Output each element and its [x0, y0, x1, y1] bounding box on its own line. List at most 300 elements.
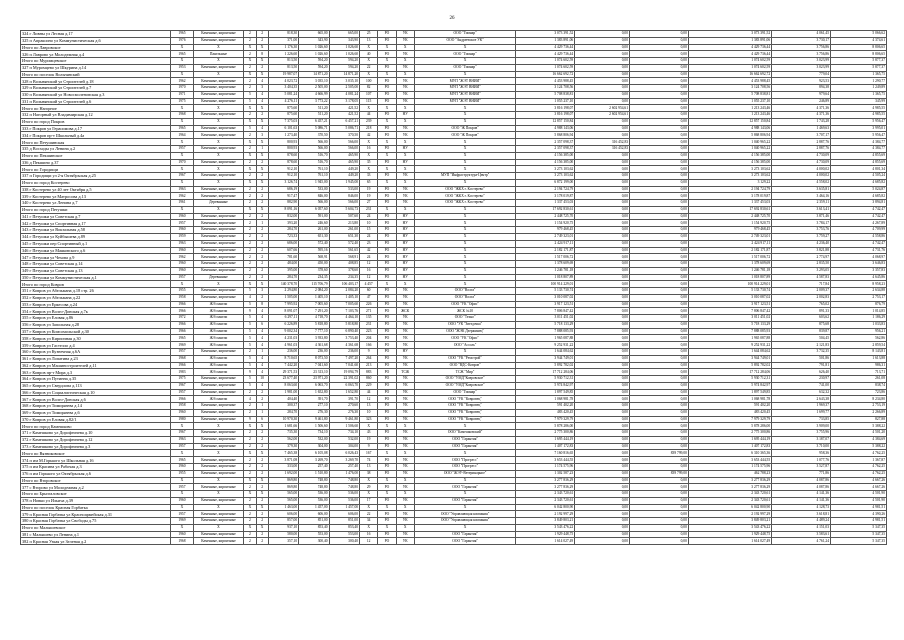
cell-c6: 553,00: [299, 531, 329, 538]
cell-c13: 0,00: [575, 531, 630, 538]
cell-c2: Каменные, кирпичные: [193, 389, 244, 396]
cell-c4: X: [256, 281, 268, 288]
cell-c5: 379,30: [268, 443, 298, 450]
cell-c14: 0,00: [630, 518, 689, 525]
cell-c7: 22 391,02: [329, 376, 359, 383]
cell-c2: Ж/б панели: [193, 321, 244, 328]
cell-c8: 65: [360, 179, 378, 186]
cell-c13: 0,00: [575, 416, 630, 423]
cell-c12: 4 429 736,44: [516, 51, 575, 58]
cell-c11: X: [414, 71, 516, 78]
cell-c11: ООО "ЖКХ г. Костерево": [414, 193, 516, 200]
cell-c6: 6 105,08: [299, 450, 329, 457]
cell-c10: УК: [396, 37, 414, 44]
cell-c5: 800,93: [268, 139, 298, 146]
cell-c11: МУП "ЖЭТ ВНИИ": [414, 98, 516, 105]
cell-c7: 1 945,00: [329, 179, 359, 186]
cell-c6: 4 666,99: [299, 91, 329, 98]
cell-c10: УК: [396, 31, 414, 38]
cell-c1: X: [171, 206, 193, 213]
cell-c14: 0,00: [630, 186, 689, 193]
cell-c14: 0,00: [630, 416, 689, 423]
cell-c3: 2: [244, 254, 256, 261]
cell-c6: 23 971,20: [299, 376, 329, 383]
cell-c7: 4 361,68: [329, 342, 359, 349]
cell-c1: 1975: [171, 376, 193, 383]
cell-c10: УК: [396, 538, 414, 545]
cell-c17: 5 066,62: [831, 31, 887, 38]
cell-c15: 3 653 444,55: [688, 457, 771, 464]
cell-c5: 140 378,70: [268, 281, 298, 288]
cell-c12: 5 868 806,94: [516, 132, 575, 139]
cell-c1: 1957: [171, 274, 193, 281]
cell-c7: 261,00: [329, 227, 359, 234]
cell-c6: 594,20: [299, 64, 329, 71]
cell-c1: X: [171, 71, 193, 78]
cell-c2: Каменные, кирпичные: [193, 227, 244, 234]
cell-c17: 4 985,55: [831, 112, 887, 119]
cell-c13: 0,00: [575, 436, 630, 443]
cell-c5: 832,00: [268, 213, 298, 220]
cell-c12: 7 806 847,42: [516, 308, 575, 315]
cell-c4: 4: [256, 315, 268, 322]
cell-c10: НУ: [396, 261, 414, 268]
cell-c6: 378,60: [299, 267, 329, 274]
cell-c12: 5 892 782,02: [516, 362, 575, 369]
table-row: [21, 315, 887, 322]
cell-c16: 4 128,73: [772, 504, 831, 511]
cell-c16: 2 121,83: [772, 342, 831, 349]
cell-c13: 0,00: [575, 497, 630, 504]
cell-c12: 3 073 391,52: [516, 31, 575, 38]
cell-c17: 5 877,37: [831, 64, 887, 71]
cell-c7: 9 461,80: [329, 416, 359, 423]
cell-c2: X: [193, 524, 244, 531]
cell-c9: РО: [378, 159, 396, 166]
cell-c5: 869,80: [268, 484, 298, 491]
cell-c15: 5 868 806,94: [688, 132, 771, 139]
cell-c2: Каменные, кирпичные: [193, 457, 244, 464]
cell-c2: Каменные, кирпичные: [193, 464, 244, 471]
cell-c7: 533,00: [329, 186, 359, 193]
cell-c3: X: [244, 166, 256, 173]
cell-c11: X: [414, 247, 516, 254]
cell-c16: 4 558,02: [772, 179, 831, 186]
cell-c16: 923,53: [772, 78, 831, 85]
cell-c17: 1 249,89: [831, 85, 887, 92]
cell-c13: 0,00: [575, 335, 630, 342]
cell-c3: 2: [244, 233, 256, 240]
cell-c1: 1968: [171, 112, 193, 119]
cell-c9: X: [378, 179, 396, 186]
cell-c1: 1960: [171, 227, 193, 234]
cell-c17: 4 709,99: [831, 227, 887, 234]
cell-c5: 484,00: [268, 261, 298, 268]
cell-c5: 818,30: [268, 31, 298, 38]
cell-c11: X: [414, 227, 516, 234]
cell-c5: 1 463,00: [268, 504, 298, 511]
cell-c12: 4 429 736,44: [516, 44, 575, 51]
cell-c15: 3 010 087,02: [688, 294, 771, 301]
cell-c16: 501,86: [772, 355, 831, 362]
cell-address: Итого по Вязниковское: [21, 450, 171, 457]
cell-c5: 917,47: [268, 193, 298, 200]
cell-c9: РО: [378, 538, 396, 545]
cell-c2: Каменные, кирпичные: [193, 409, 244, 416]
cell-c4: 3: [256, 288, 268, 295]
table-row: [21, 288, 887, 295]
cell-c10: X: [396, 504, 414, 511]
table-row: [21, 457, 887, 464]
cell-c7: 2 084,20: [329, 288, 359, 295]
cell-c7: 1 652,80: [329, 389, 359, 396]
cell-c6: 566,00: [299, 146, 329, 153]
cell-address: 381 с Малышево ул Ленина д.1: [21, 531, 171, 538]
cell-c8: 42: [360, 247, 378, 254]
cell-address: 353 г Ковров ул Еркесова д.24: [21, 301, 171, 308]
cell-c8: 9: [360, 348, 378, 355]
table-row: [21, 362, 887, 369]
cell-c5: 284,70: [268, 227, 298, 234]
cell-c8: 19: [360, 193, 378, 200]
cell-c6: 595,16: [299, 247, 329, 254]
cell-c14: 0,00: [630, 179, 689, 186]
cell-c14: 0,00: [630, 430, 689, 437]
cell-address: 348 г Петушки ул Советская д.14: [21, 261, 171, 268]
cell-c2: Каменные, кирпичные: [193, 538, 244, 545]
cell-c2: Ж/б панели: [193, 342, 244, 349]
cell-address: 346 г Петушки ул Маяковского д.6: [21, 247, 171, 254]
cell-c11: ООО "Гарантия": [414, 436, 516, 443]
cell-c6: 1 026,60: [299, 44, 329, 51]
cell-c11: ООО "ЖКХ г. Костерево": [414, 186, 516, 193]
cell-c13: 0,00: [575, 308, 630, 315]
cell-c11: ООО "Волга": [414, 288, 516, 295]
cell-c15: 1 695 444,19: [688, 436, 771, 443]
cell-c10: X: [396, 450, 414, 457]
cell-c6: 4 361,68: [299, 342, 329, 349]
cell-c14: 0,00: [630, 31, 689, 38]
cell-c1: X: [171, 524, 193, 531]
cell-c7: 1 457,00: [329, 504, 359, 511]
cell-c15: 1 965 087,88: [688, 335, 771, 342]
cell-c6: 566,00: [299, 139, 329, 146]
cell-c9: РО: [378, 213, 396, 220]
cell-c5: 606,00: [268, 511, 298, 518]
cell-c6: 853,40: [299, 524, 329, 531]
cell-c9: РО: [378, 193, 396, 200]
cell-c12: 2 448 725,70: [516, 213, 575, 220]
cell-c15: 1 074 602,59: [688, 64, 771, 71]
cell-c5: 300,37: [268, 403, 298, 410]
subtotal-row: [21, 281, 887, 288]
cell-c13: 0,00: [575, 281, 630, 288]
cell-c7: 507,60: [329, 213, 359, 220]
table-row: [21, 335, 887, 342]
cell-c11: ООО "УК "Ковровец": [414, 396, 516, 403]
cell-c8: X: [360, 44, 378, 51]
cell-c8: 22: [360, 511, 378, 518]
cell-c16: 894,38: [772, 85, 831, 92]
cell-c8: 229: [360, 382, 378, 389]
cell-address: 370 г Ковров ул Еловая д.82/1: [21, 416, 171, 423]
cell-c2: X: [193, 71, 244, 78]
cell-c6: 8 073,50: [299, 355, 329, 362]
cell-c5: 580,00: [268, 531, 298, 538]
cell-c15: 1 246 781,18: [688, 267, 771, 274]
cell-c9: РО: [378, 301, 396, 308]
cell-c16: 779,04: [772, 71, 831, 78]
cell-c9: РО: [378, 112, 396, 119]
cell-c17: 4 742,47: [831, 240, 887, 247]
cell-c12: 1 965 087,88: [516, 335, 575, 342]
cell-c6: 566,00: [299, 200, 329, 207]
cell-c15: 2 194 724,79: [688, 186, 771, 193]
cell-c4: 2: [256, 497, 268, 504]
cell-c11: ООО "УМД"Ковровское": [414, 382, 516, 389]
cell-c6: 572,40: [299, 240, 329, 247]
cell-c12: 2 775 300,86: [516, 430, 575, 437]
cell-c2: Каменные, кирпичные: [193, 125, 244, 132]
cell-c10: УК: [396, 457, 414, 464]
cell-c10: X: [396, 152, 414, 159]
cell-c15: 4 429 736,44: [688, 44, 771, 51]
cell-c16: 3 784,17: [772, 220, 831, 227]
cell-c11: ООО "ЖКХ г. Костерево": [414, 200, 516, 207]
cell-c17: 8 958,23: [831, 281, 887, 288]
cell-c1: 1963: [171, 186, 193, 193]
cell-c14: 0,00: [630, 491, 689, 498]
cell-c11: ООО "Ассоль": [414, 342, 516, 349]
cell-c14: 0,00: [630, 240, 689, 247]
cell-c8: 34: [360, 518, 378, 525]
cell-c5: 857,00: [268, 518, 298, 525]
cell-c2: X: [193, 166, 244, 173]
cell-c16: 3 293,05: [772, 267, 831, 274]
cell-c10: НУ: [396, 240, 414, 247]
cell-c5: 882,90: [268, 200, 298, 207]
cell-c3: 9: [244, 308, 256, 315]
cell-c4: 10: [256, 376, 268, 383]
cell-c15: 979 468,45: [688, 227, 771, 234]
cell-address: 329 п Вольнянский ул Строителей д.7: [21, 85, 171, 92]
cell-c13: 0,00: [575, 362, 630, 369]
cell-c5: 23 677,40: [268, 376, 298, 383]
cell-c3: 2: [244, 409, 256, 416]
cell-c17: 3 357,83: [831, 267, 887, 274]
cell-address: 364 г Ковров ул Путинна д.35: [21, 376, 171, 383]
cell-c16: 3 527,87: [772, 464, 831, 471]
cell-c1: 1962: [171, 78, 193, 85]
cell-c17: 876,79: [831, 301, 887, 308]
cell-c1: X: [171, 166, 193, 173]
cell-c12: 4 453 988,45: [516, 78, 575, 85]
cell-c5: 4 231,03: [268, 335, 298, 342]
cell-c8: 16: [360, 531, 378, 538]
cell-address: 360 г Ковров ул Кузнечная д.6А: [21, 348, 171, 355]
table-row: [21, 436, 887, 443]
cell-c7: 532,00: [329, 436, 359, 443]
cell-c2: Каменные, кирпичные: [193, 261, 244, 268]
cell-c6: 536,00: [299, 491, 329, 498]
cell-c9: X: [378, 44, 396, 51]
cell-c11: X: [414, 491, 516, 498]
cell-c14: 0,00: [630, 443, 689, 450]
cell-c3: 2: [244, 430, 256, 437]
cell-c1: X: [171, 179, 193, 186]
cell-c14: 0,00: [630, 220, 689, 227]
cell-c6: 450,00: [299, 261, 329, 268]
cell-c2: X: [193, 477, 244, 484]
cell-c4: 2: [256, 457, 268, 464]
cell-c5: 333,00: [268, 464, 298, 471]
cell-address: 328 п Вольнянский ул Строителей д.18: [21, 78, 171, 85]
cell-c7: 568,91: [329, 254, 359, 261]
cell-c2: Каменные, кирпичные: [193, 443, 244, 450]
cell-c11: ООО "УК "Офис": [414, 301, 516, 308]
cell-c13: 0,00: [575, 247, 630, 254]
cell-c17: 4 384,69: [831, 436, 887, 443]
cell-c5: 7 995,92: [268, 301, 298, 308]
cell-c14: 0,00: [630, 112, 689, 119]
cell-c6: 748,80: [299, 477, 329, 484]
cell-c2: Каменные, кирпичные: [193, 531, 244, 538]
cell-c8: 35: [360, 159, 378, 166]
cell-c16: 3 732,35: [772, 348, 831, 355]
cell-c1: X: [171, 139, 193, 146]
cell-c8: 883: [360, 369, 378, 376]
cell-c12: 3 124 708,56: [516, 85, 575, 92]
cell-c5: 284,70: [268, 409, 298, 416]
cell-c15: 1 068 981,78: [688, 396, 771, 403]
cell-c3: 2: [244, 85, 256, 92]
cell-c2: Каменные, кирпичные: [193, 484, 244, 491]
cell-c17: 4 267,89: [831, 220, 887, 227]
cell-c4: 1: [256, 146, 268, 153]
cell-c2: Каменные, кирпичные: [193, 240, 244, 247]
cell-c3: X: [244, 423, 256, 430]
cell-c16: 246,89: [772, 98, 831, 105]
cell-c14: 0,00: [630, 423, 689, 430]
cell-c5: 3 404,35: [268, 85, 298, 92]
cell-c17: 4 068,97: [831, 254, 887, 261]
cell-c7: 553,00: [329, 531, 359, 538]
table-row: [21, 37, 887, 44]
cell-c2: Каменные, кирпичные: [193, 416, 244, 423]
cell-c10: УК: [396, 376, 414, 383]
cell-c17: 3 894,81: [831, 200, 887, 207]
cell-c4: 3: [256, 132, 268, 139]
cell-c10: НУ: [396, 348, 414, 355]
cell-c11: X: [414, 166, 516, 173]
cell-c1: 1966: [171, 362, 193, 369]
cell-c4: 2: [256, 267, 268, 274]
cell-c4: 2: [256, 37, 268, 44]
cell-c7: 370,50: [329, 132, 359, 139]
cell-c17: 5 956,47: [831, 118, 887, 125]
cell-c14: 0,00: [630, 261, 689, 268]
cell-c6: 6 057,60: [299, 206, 329, 213]
cell-c9: X: [378, 423, 396, 430]
cell-address: 354 г Ковров ул Волго-Донская д.7к: [21, 308, 171, 315]
cell-c4: 8: [256, 51, 268, 58]
cell-c8: 12: [360, 261, 378, 268]
cell-c14: 0,00: [630, 227, 689, 234]
cell-c14: 839 799,00: [630, 470, 689, 477]
cell-c15: 1 040 965,22: [688, 146, 771, 153]
cell-c1: X: [171, 152, 193, 159]
cell-address: Итого по Пекшинское: [21, 152, 171, 159]
cell-c13: 0,00: [575, 538, 630, 545]
cell-c8: 271: [360, 308, 378, 315]
cell-c16: 4 371,36: [772, 105, 831, 112]
cell-c9: X: [378, 524, 396, 531]
cell-c10: X: [396, 524, 414, 531]
cell-c2: X: [193, 118, 244, 125]
cell-c16: 1 077,76: [772, 457, 831, 464]
cell-c15: 2 775 300,86: [688, 430, 771, 437]
cell-c1: 1965: [171, 125, 193, 132]
cell-address: 333 г Покров ул Герасимова д.17: [21, 125, 171, 132]
cell-c17: 4 762,25: [831, 450, 887, 457]
cell-c5: 878,60: [268, 159, 298, 166]
cell-c9: РО: [378, 146, 396, 153]
cell-c2: Ж/б панели: [193, 362, 244, 369]
cell-c13: 0,00: [575, 240, 630, 247]
cell-c5: 565,00: [268, 491, 298, 498]
cell-c17: 4 501,90: [831, 497, 887, 504]
cell-c14: 0,00: [630, 321, 689, 328]
cell-c17: 986,31: [831, 362, 887, 369]
cell-c15: 2 749 323,01: [688, 233, 771, 240]
cell-c15: 5 930 712,31: [688, 376, 771, 383]
cell-c12: 1 246 781,18: [516, 267, 575, 274]
cell-c14: 0,00: [630, 301, 689, 308]
cell-c10: УК: [396, 200, 414, 207]
cell-c4: 2: [256, 200, 268, 207]
cell-c4: 4: [256, 91, 268, 98]
cell-address: 380 п Красная Горбатка ул Свободы д.75: [21, 518, 171, 525]
cell-c11: X: [414, 139, 516, 146]
cell-c17: 4 667,26: [831, 477, 887, 484]
cell-c4: 2: [256, 112, 268, 119]
cell-c12: 3 653 444,55: [516, 457, 575, 464]
cell-c13: 0,00: [575, 125, 630, 132]
cell-c17: 1 367,87: [831, 457, 887, 464]
cell-c1: 1959: [171, 233, 193, 240]
cell-c3: X: [244, 477, 256, 484]
page-number: 26: [449, 16, 455, 21]
cell-c8: X: [360, 423, 378, 430]
cell-c3: 2: [244, 132, 256, 139]
table-row: [21, 531, 887, 538]
cell-c8: 24: [360, 213, 378, 220]
cell-c6: 591,00: [299, 213, 329, 220]
cell-c12: 6 872 199,00: [516, 179, 575, 186]
cell-c8: X: [360, 105, 378, 112]
cell-c8: 16: [360, 146, 378, 153]
cell-c7: 3 269,70: [329, 457, 359, 464]
cell-c8: 19: [360, 436, 378, 443]
cell-c16: 3 707,17: [772, 132, 831, 139]
cell-c6: 4 718,70: [299, 315, 329, 322]
cell-c11: ООО "Гарантия": [414, 531, 516, 538]
cell-c3: 5: [244, 315, 256, 322]
cell-address: 335 д Восходы ул Ленина д.2: [21, 146, 171, 153]
cell-c2: X: [193, 139, 244, 146]
cell-c8: 60: [360, 288, 378, 295]
cell-c17: 838,74: [831, 382, 887, 389]
